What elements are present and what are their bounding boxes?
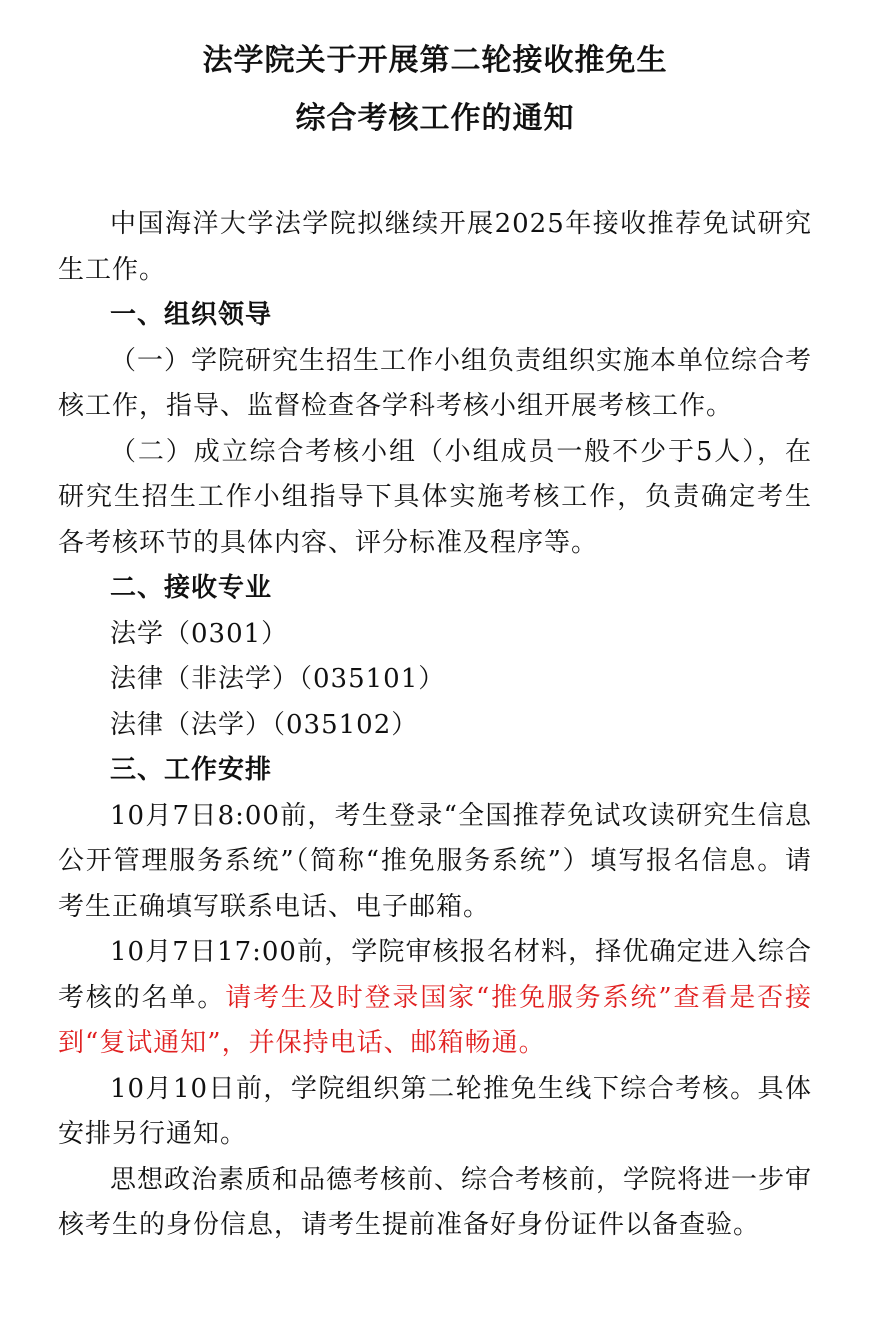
review-highlight-text: 请考生及时登录国家“推免服务系统”查看是否接到“复试通知”，并保持电话、邮箱畅通。 — [58, 982, 812, 1058]
schedule-paragraph-registration: 10月7日8:00前，考生登录“全国推荐免试攻读研究生信息公开管理服务系统”（简称“推免服务系统”）填写报名信息。请考生正确填写联系电话、电子邮箱。 — [58, 800, 812, 922]
section-heading-organization: 一、组织领导 — [110, 300, 273, 330]
schedule-paragraph-review — [58, 930, 812, 1067]
document-body — [58, 202, 812, 1249]
major-item-jm-law: 法律（法学）（035102） — [110, 709, 419, 740]
title-line-1: 法学院关于开展第二轮接收推免生 — [202, 43, 668, 78]
review-text: 10月7日17:00前，学院审核报名材料，择优确定进入综合考核的名单。 — [58, 937, 812, 1013]
intro-paragraph: 中国海洋大学法学院拟继续开展2025年接收推荐免试研究生工作。 — [58, 209, 812, 285]
major-item-law: 法学（0301） — [110, 618, 289, 649]
organization-item-1: （一）学院研究生招生工作小组负责组织实施本单位综合考核工作，指导、监督检查各学科考核小组开展考核工作。 — [58, 345, 813, 421]
schedule-paragraph-identity-check: 思想政治素质和品德考核前、综合考核前，学院将进一步审核考生的身份信息，请考生提前准备好身份证件以备查验。 — [58, 1164, 813, 1240]
title-line-2: 综合考核工作的通知 — [295, 101, 575, 136]
section-heading-schedule: 三、工作安排 — [110, 755, 273, 785]
organization-item-2: （二）成立综合考核小组（小组成员一般不少于5人），在研究生招生工作小组指导下具体实施考核工作，负责确定考生各考核环节的具体内容、评分标准及程序等。 — [58, 436, 812, 558]
document-title — [58, 0, 812, 148]
schedule-paragraph-assessment: 10月10日前，学院组织第二轮推免生线下综合考核。具体安排另行通知。 — [58, 1073, 812, 1149]
major-item-jm-nonlaw: 法律（非法学）（035101） — [110, 664, 446, 694]
section-heading-majors: 二、接收专业 — [110, 573, 273, 603]
